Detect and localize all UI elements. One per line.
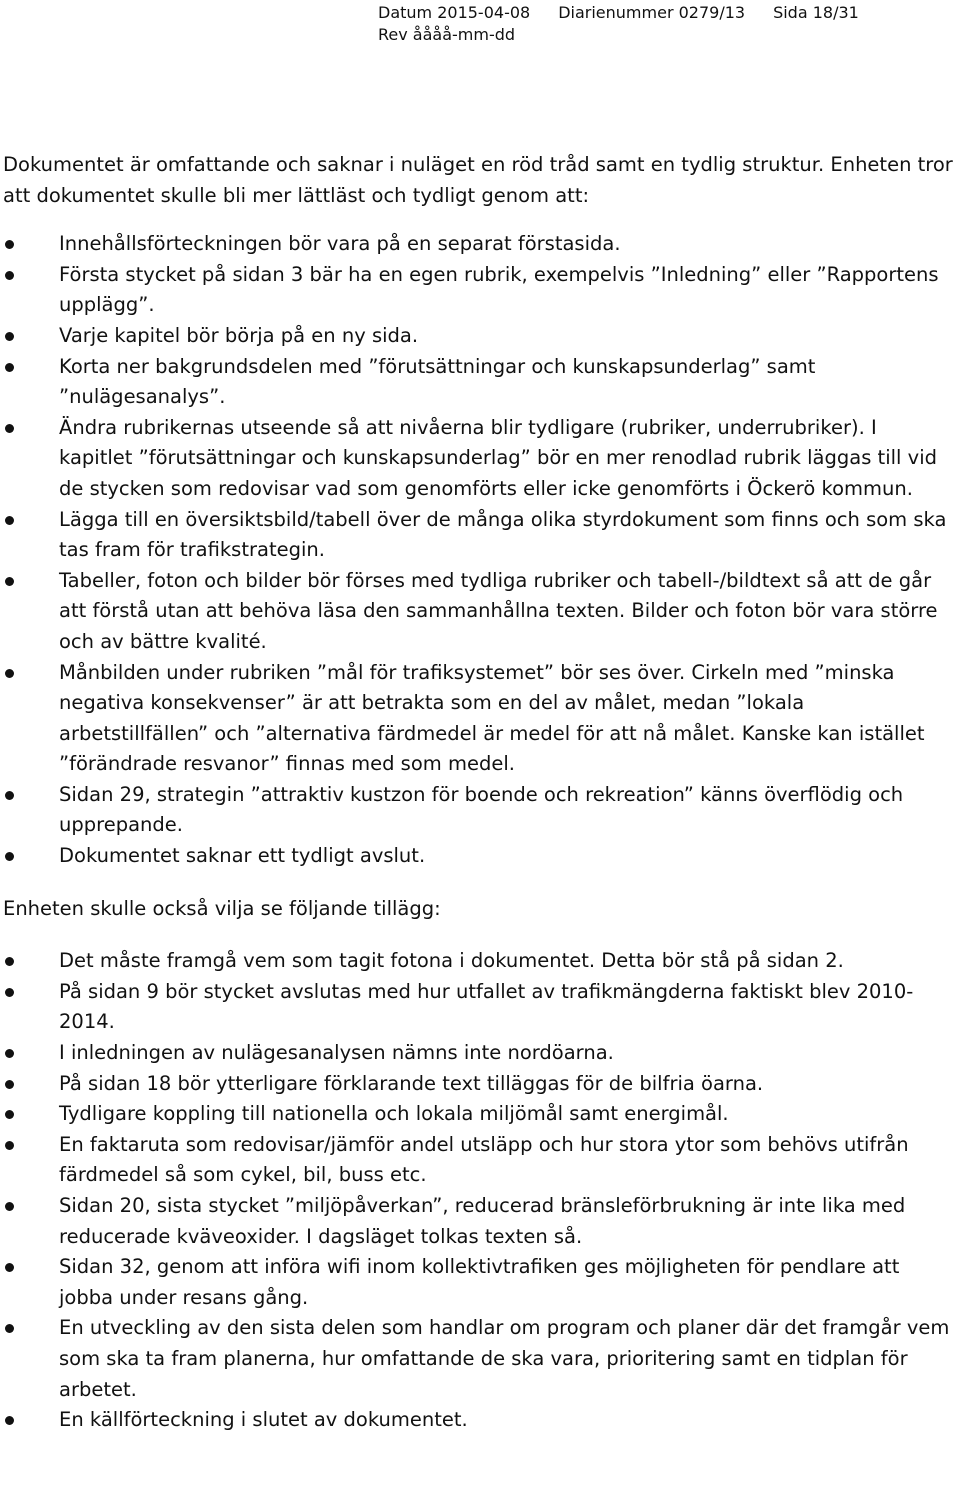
list-item-text: Första stycket på sidan 3 bär ha en egen rubrik, exempelvis ”Inledning” eller ”Rapportens upplägg”.: [59, 262, 939, 317]
list-item-text: På sidan 9 bör stycket avslutas med hur utfallet av trafikmängderna faktiskt blev 2010-2014.: [59, 979, 914, 1034]
bullet-icon: [5, 1080, 14, 1089]
list-item: [3, 946, 955, 977]
list-item: [3, 1191, 955, 1252]
bullet-icon: [5, 1324, 14, 1333]
list-item: [3, 566, 955, 658]
list-item: [3, 1099, 955, 1130]
list-item-text: Månbilden under rubriken ”mål för trafiksystemet” bör ses över. Cirkeln med ”minska negativa konsekvenser” är att betrakta som en del av målet, medan ”lokala arbetstillfällen” och ”alternativa färdmedel är medel för att nå målet. Kanske kan istället ”förändrade resvanor” finnas med som medel.: [59, 660, 925, 776]
list-item-text: Tydligare koppling till nationella och lokala miljömål samt energimål.: [59, 1102, 729, 1126]
list-item-text: Lägga till en översiktsbild/tabell över de många olika styrdokument som finns och som ska tas fram för trafikstrategin.: [59, 507, 947, 562]
header-row: [378, 2, 859, 24]
list-item: [3, 1038, 955, 1069]
list-item-text: Ändra rubrikernas utseende så att nivåerna blir tydligare (rubriker, underrubriker). I kapitlet ”förutsättningar och kunskapsunderlag” bör en mer renodlad rubrik läggas till vid de stycken som redovisar vad som genomförts eller icke genomförts i Öckerö kommun.: [59, 415, 937, 500]
list-item: [3, 352, 955, 413]
list-item: [3, 1130, 955, 1191]
list-item-text: Innehållsförteckningen bör vara på en separat förstasida.: [59, 232, 621, 256]
bullet-icon: [5, 852, 14, 861]
bullet-icon: [5, 791, 14, 800]
bullet-icon: [5, 577, 14, 586]
additions-list: [3, 946, 955, 1436]
list-item-text: Det måste framgå vem som tagit fotona i dokumentet. Detta bör stå på sidan 2.: [59, 949, 844, 973]
bullet-icon: [5, 424, 14, 433]
list-item-text: En utveckling av den sista delen som handlar om program och planer där det framgår vem som ska ta fram planerna, hur omfattande de ska vara, prioritering samt en tidplan för arbetet.: [59, 1316, 950, 1401]
bullet-icon: [5, 363, 14, 372]
list-item: [3, 321, 955, 352]
list-item-text: En faktaruta som redovisar/jämför andel utsläpp och hur stora ytor som behövs utifrån färdmedel så som cykel, bil, buss etc.: [59, 1132, 909, 1187]
bullet-icon: [5, 1141, 14, 1150]
document-body: [3, 150, 955, 1436]
list-item: [3, 413, 955, 505]
list-item: [3, 229, 955, 260]
list-item: [3, 1069, 955, 1100]
list-item: [3, 505, 955, 566]
list-item: [3, 1252, 955, 1313]
list-item-text: Sidan 29, strategin ”attraktiv kustzon för boende och rekreation” känns överflödig och upprepande.: [59, 782, 904, 837]
list-item-text: Korta ner bakgrundsdelen med ”förutsättningar och kunskapsunderlag” samt ”nulägesanalys”.: [59, 354, 816, 409]
list-item-text: Sidan 32, genom att införa wifi inom kollektivtrafiken ges möjligheten för pendlare att jobba under resans gång.: [59, 1255, 900, 1309]
list-item-text: Dokumentet saknar ett tydligt avslut.: [59, 844, 426, 868]
bullet-icon: [5, 1049, 14, 1058]
list-item: [3, 977, 955, 1038]
bullet-icon: [5, 1110, 14, 1119]
list-item-text: Tabeller, foton och bilder bör förses med tydliga rubriker och tabell-/bildtext så att de går att förstå utan att behöva läsa den sammanhållna texten. Bilder och foton bör vara större och av bättre kvalité.: [59, 568, 938, 653]
bullet-icon: [5, 669, 14, 678]
list-item: [3, 658, 955, 780]
page-header: [378, 2, 859, 46]
list-item: [3, 780, 955, 841]
additions-lead: Enheten skulle också vilja se följande tillägg:: [3, 896, 441, 920]
bullet-icon: [5, 271, 14, 280]
bullet-icon: [5, 1202, 14, 1211]
list-item-text: I inledningen av nulägesanalysen nämns inte nordöarna.: [59, 1041, 614, 1065]
bullet-icon: [5, 957, 14, 966]
improvement-list: [3, 229, 955, 871]
list-item-text: Varje kapitel bör börja på en ny sida.: [59, 323, 419, 347]
list-item: [3, 260, 955, 321]
bullet-icon: [5, 1263, 14, 1272]
bullet-icon: [5, 1416, 14, 1425]
bullet-icon: [5, 332, 14, 341]
bullet-icon: [5, 240, 14, 249]
list-item: [3, 1313, 955, 1405]
list-item-text: En källförteckning i slutet av dokumentet.: [59, 1408, 468, 1432]
header-diary-number: Diarienummer 0279/13: [558, 3, 746, 22]
list-item: [3, 841, 955, 872]
header-date: Datum 2015-04-08: [378, 3, 531, 22]
list-item-text: Sidan 20, sista stycket ”miljöpåverkan”, reducerad bränsleförbrukning är inte lika med reducerade kväveoxider. I dagsläget tolkas texten så.: [59, 1194, 906, 1248]
bullet-icon: [5, 516, 14, 525]
header-revision: Rev åååå-mm-dd: [378, 25, 516, 44]
header-page-number: Sida 18/31: [773, 3, 859, 22]
bullet-icon: [5, 988, 14, 997]
list-item: [3, 1405, 955, 1436]
intro-paragraph: Dokumentet är omfattande och saknar i nuläget en röd tråd samt en tydlig struktur. Enheten tror att dokumentet skulle bli mer lättläst och tydligt genom att:: [3, 153, 953, 207]
list-item-text: På sidan 18 bör ytterligare förklarande text tilläggas för de bilfria öarna.: [59, 1071, 764, 1095]
